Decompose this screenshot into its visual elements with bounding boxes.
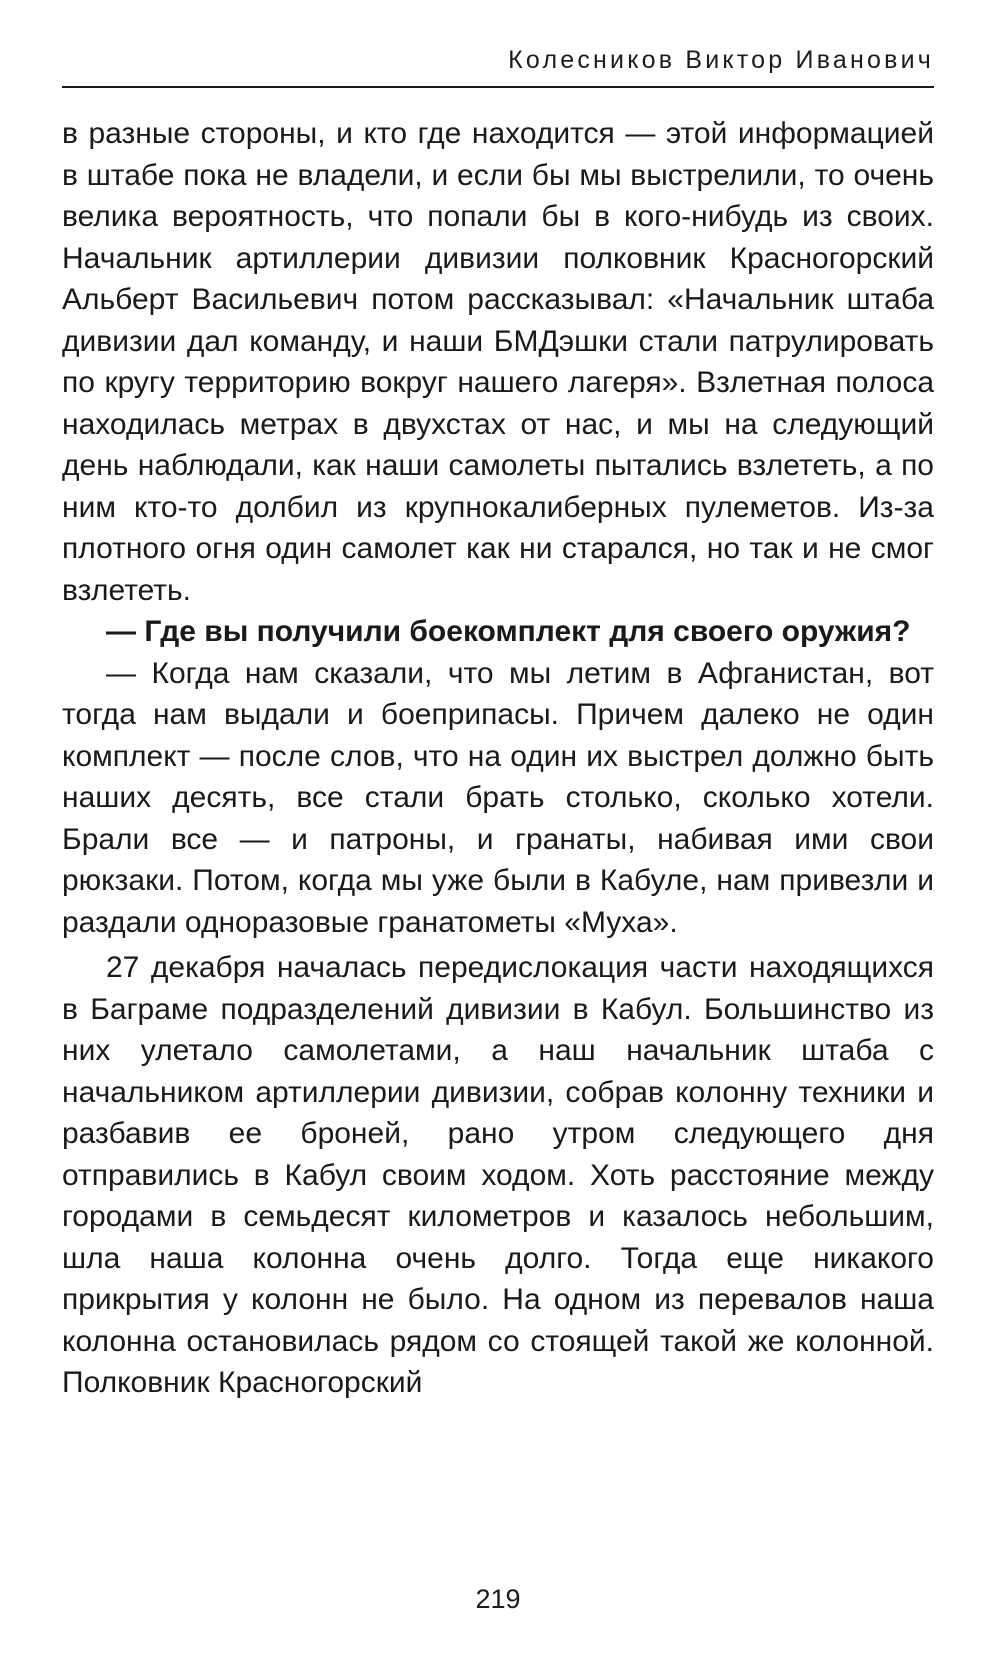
header-rule (62, 86, 934, 88)
interview-answer: — Когда нам сказали, что мы летим в Афганистан, вот тогда нам выдали и боеприпасы. Причем далеко не один комплект — после слов, что на один их выстрел должно быть наших десять, все стали брать столько, сколько хотели. Брали все — и патроны, и гранаты, набивая ими свои рюкзаки. Потом, когда мы уже были в Кабуле, нам привезли и раздали одноразовые гранатометы «Муха». (62, 656, 934, 939)
body-text (62, 113, 934, 1404)
paragraph-narrative: 27 декабря началась передислокация части находящихся в Баграме подразделений дивизии в Кабул. Большинство из них улетало самолетами, а наш начальник штаба с начальником артиллерии дивизии, собрав колонну техники и разбавив ее броней, рано утром следующего дня отправились в Кабул своим ходом. Хоть расстояние между городами в семьдесят километров и казалось небольшим, шла наша колонна очень долго. Тогда еще никакого прикрытия у колонн не было. На одном из перевалов наша колонна остановилась рядом со стоящей такой же колонной. Полковник Красногорский (62, 951, 934, 1399)
interview-question: — Где вы получили боекомплект для своего оружия? (106, 615, 911, 648)
running-head: Колесников Виктор Иванович (508, 46, 934, 74)
page-number: 219 (475, 1584, 521, 1614)
paragraph-continuation: в разные стороны, и кто где находится — этой информацией в штабе пока не владели, и если бы мы выстрелили, то очень велика вероятность, что попали бы в кого-нибудь из своих. Начальник артиллерии дивизии полковник Красногорский Альберт Васильевич потом рассказывал: «Начальник штаба дивизии дал команду, и наши БМДэшки стали патрулировать по кругу территорию вокруг нашего лагеря». Взлетная полоса находилась метрах в двухстах от нас, и мы на следующий день наблюдали, как наши самолеты пытались взлететь, а по ним кто-то долбил из крупнокалиберных пулеметов. Из-за плотного огня один самолет как ни старался, но так и не смог взлететь. (62, 117, 934, 607)
book-page (62, 0, 934, 1656)
